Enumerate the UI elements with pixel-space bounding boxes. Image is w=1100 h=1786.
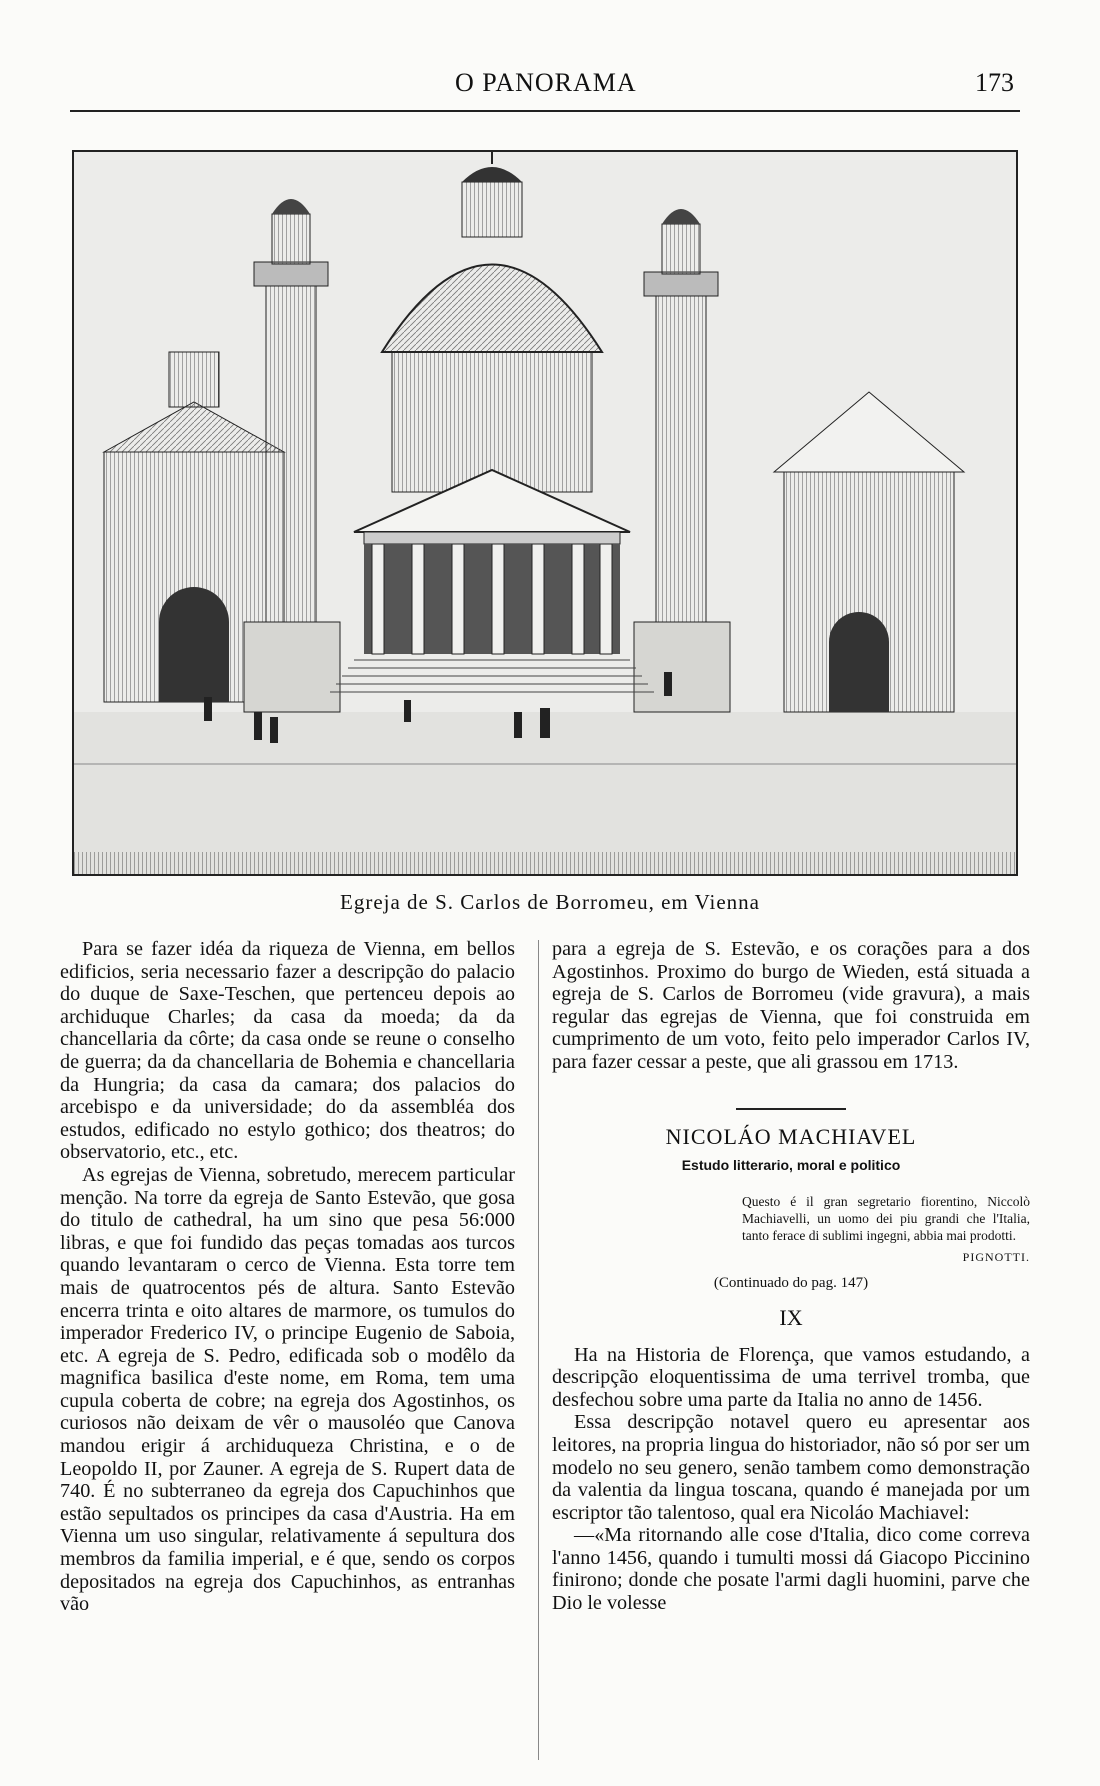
epigraph-author: PIGNOTTI. bbox=[962, 1249, 1030, 1264]
right-paragraph-3: —«Ma ritornando alle cose d'Italia, dico come correva l'anno 1456, quando i tumulti mossi dá Giacopo Piccinino finirono; donde che posate l'armi dagli huomini, parve che Dio le volesse bbox=[552, 1524, 1030, 1615]
running-title: O PANORAMA bbox=[455, 68, 637, 97]
church-engraving bbox=[72, 150, 1018, 876]
chapter-number: IX bbox=[779, 1304, 803, 1330]
section-separator bbox=[736, 1108, 846, 1110]
continued-note: (Continuado do pag. 147) bbox=[713, 1275, 869, 1292]
right-column bbox=[552, 938, 1030, 1615]
page-header bbox=[70, 68, 1020, 108]
section-title: NICOLÁO MACHIAVEL bbox=[665, 1123, 917, 1149]
column-divider bbox=[538, 940, 539, 1760]
epigraph: Questo é il gran segretario fiorentino, Niccolò Machiavelli, un uomo dei piu grandi che l'Italia, tanto ferace di sublimi ingegni, abbia mai prodotti. bbox=[742, 1193, 1030, 1243]
page-number: 173 bbox=[975, 68, 1014, 97]
left-paragraph-2: As egrejas de Vienna, sobretudo, merecem particular menção. Na torre da egreja de Santo Estevão, que gosa do titulo de cathedral, ha um sino que pesa 56:000 libras, e que foi fundido das peças tomadas aos turcos quando levantaram o cerco de Vienna. Esta torre tem mais de quatrocentos pés de altura. Santo Estevão encerra trinta e oito altares de marmore, os tumulos do imperador Frederico IV, o principe Eugenio de Saboia, etc. A egreja de S. Pedro, edificada sob o modêlo da magnifica basilica d'este nome, em Roma, tem uma cupula coberta de cobre; na egreja dos Agostinhos, os curiosos não deixam de vêr o mausoléo que Canova mandou erigir á archiduqueza Christina, e o de Leopoldo II, por Zauner. A egreja de S. Rupert data de 740. É no subterraneo da egreja dos Capuchinhos que estão sepultados os principes da casa d'Austria. Ha em Vienna um uso singular, relativamente á sepultura dos membros da familia imperial, e é que, sendo os corpos depositados na egreja dos Capuchinhos, as entranhas vão bbox=[60, 1163, 515, 1616]
left-paragraph-1: Para se fazer idéa da riqueza de Vienna, em bellos edificios, seria necessario fazer a descripção do palacio do duque de Saxe-Teschen, que pertenceu depois ao archiduque Charles; da casa da moeda; da da chancellaria da côrte; da casa onde se reune o conselho de guerra; da da chancellaria de Bohemia e chancellaria da Hungria; da casa da camara; dos palacios do arcebispo e da universidade; do da assembléa dos estudos, edificado no estylo gothico; dos theatros; do observatorio, etc., etc. bbox=[60, 938, 515, 1164]
right-paragraph-1: Ha na Historia de Florença, que vamos estudando, a descripção eloquentissima de uma terrivel tromba, que desfechou sobre uma parte da Italia no anno de 1456. bbox=[552, 1343, 1030, 1411]
right-continuation: para a egreja de S. Estevão, e os corações para a dos Agostinhos. Proximo do burgo de Wieden, está situada a egreja de S. Carlos de Borromeu (vide gravura), a mais regular das egrejas de Vienna, que foi construida em cumprimento de um voto, feito pelo imperador Carlos IV, para fazer cessar a peste, que ali grassou em 1713. bbox=[552, 938, 1030, 1073]
left-column bbox=[60, 938, 515, 1616]
header-rule bbox=[70, 110, 1020, 112]
right-paragraph-2: Essa descripção notavel quero eu apresentar aos leitores, na propria lingua do historiador, não só por ser um modelo no seu genero, senão tambem como demonstração da valentia da lingua toscana, quando é manejada por um escriptor tão talentoso, qual era Nicoláo Machiavel: bbox=[552, 1411, 1030, 1524]
section-subtitle: Estudo litterario, moral e politico bbox=[681, 1157, 901, 1174]
church-engraving-drawing bbox=[74, 152, 1016, 874]
illustration-caption: Egreja de S. Carlos de Borromeu, em Vienna bbox=[340, 890, 760, 914]
